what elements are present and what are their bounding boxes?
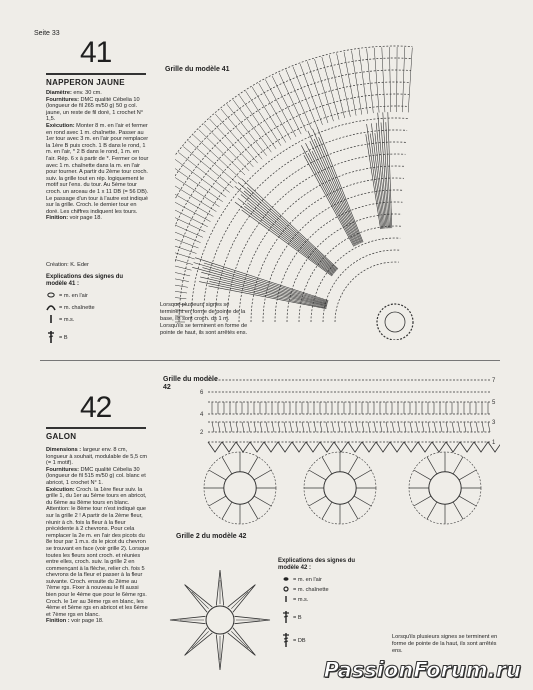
stitch-line (458, 422, 460, 432)
stitch-row (263, 190, 403, 322)
stitch-line (382, 47, 385, 112)
model-41-note: Lorsque plusieurs signes se terminent en forme de pointe de la base, ils sont croch. ds 1 m. Lorsqu'ils se terminent en forme de pointe de haut, ils sont arrêtés ens. (160, 302, 248, 336)
flower-petal (248, 502, 258, 519)
stitch-line (224, 422, 226, 432)
stitch-line (244, 191, 336, 271)
model-42-number: 42 (80, 391, 112, 424)
stitch-line (212, 422, 214, 432)
stitch-line (272, 76, 301, 134)
stitch-line (272, 422, 274, 432)
instruction-text: Monter 8 m. en l'air et fermer en rond avec 1 m. chaînette. Passer au 1er tour avec 3 m. en l'air pour remplacer la 1ère B puis croch. 1 B dans le rond, 1 m. en l'air, * 2 B dans le rond, 1 m. en l'air. Rép. 6 x à partir de *. Fermer ce tour avec 1 m. chaînette dans la m. en l'air pour tourner. A partir du 2ème tour croch. suiv. la grille tout en rép. logiquement le motif sur l'ens. du tour. Au 5ème tour croch. un arceau de 1 x 11 DB (= 56 DB). Le passage d'un tour à l'autre est indiqué sur la grille. Croch. le dernier tour en doré. Les chiffres indiquent les tours. (46, 122, 149, 215)
section-divider (40, 360, 500, 361)
instruction-paragraph (46, 97, 150, 123)
stitch-line (175, 184, 213, 217)
flower-petal (427, 457, 437, 474)
stitch-line (231, 592, 248, 609)
stitch-line (242, 179, 339, 269)
stitch-line (242, 210, 332, 276)
stitch-line (278, 422, 280, 432)
stitch-line (227, 104, 267, 155)
stitch-line (293, 67, 317, 127)
stitch-line (175, 262, 190, 276)
divider (46, 73, 146, 75)
stitch-line (476, 422, 478, 432)
stitch-line (398, 422, 400, 432)
stitch-line (175, 218, 201, 243)
legend-label: = m. chaînette (59, 305, 95, 311)
legend-label: = m. en l'air (293, 577, 322, 583)
double-crochet-icon (46, 330, 56, 346)
center-ring-inner (385, 312, 405, 332)
stitch-line (239, 95, 276, 149)
model-42-grid-title: Grille du modèle 42 (163, 376, 218, 391)
stitch-line (192, 267, 327, 304)
model-41-title: NAPPERON JAUNE (46, 78, 125, 87)
legend-42-tr (282, 632, 306, 650)
stitch-line (402, 47, 404, 112)
stitch-row (275, 202, 403, 322)
stitch-line (356, 422, 358, 432)
legend-42-slip (282, 586, 329, 594)
stitch-line (389, 47, 390, 112)
stitch-line (221, 109, 262, 159)
chain-stitch-icon (282, 576, 290, 584)
flower-petal (254, 470, 271, 480)
stitch-line (193, 135, 241, 179)
stitch-line (230, 422, 232, 432)
model-41-legend-title: Explications des signes du modèle 41 : (46, 274, 124, 287)
stitch-line (259, 83, 291, 139)
instruction-paragraph (46, 123, 150, 215)
stitch-line (302, 422, 304, 432)
chevron-edge (208, 442, 500, 452)
stitch-line (306, 143, 357, 245)
stitch-line (344, 422, 346, 432)
stitch-line (308, 153, 356, 246)
instruction-paragraph (46, 487, 150, 619)
single-crochet-icon (282, 595, 290, 605)
flower-center (429, 472, 461, 504)
legend-label: = m.s. (293, 597, 309, 603)
legend-label: = B (59, 335, 68, 341)
stitch-line (242, 422, 244, 432)
stitch-line (218, 422, 220, 432)
stitch-line (266, 422, 268, 432)
stitch-line (238, 182, 337, 270)
divider (46, 427, 146, 429)
instruction-paragraph (46, 215, 150, 222)
stitch-line (452, 422, 454, 432)
stitch-line (308, 131, 359, 244)
double-crochet-icon (282, 610, 290, 626)
stitch-line (231, 631, 248, 648)
flower-petal (459, 496, 476, 506)
stitch-line (314, 422, 316, 432)
model-41-crochet-diagram (175, 30, 475, 340)
legend-label: = DB (293, 638, 306, 644)
stitch-line (392, 422, 394, 432)
watermark: PassionForum.ru (323, 658, 521, 682)
flower-center (324, 472, 356, 504)
model-42-title: GALON (46, 432, 77, 441)
instruction-heading: Finition: (46, 215, 69, 222)
stitch-line (367, 49, 374, 114)
flower-petal (222, 502, 232, 519)
model-41-instructions (46, 90, 150, 222)
row-number: 1 (492, 440, 496, 446)
stitch-line (320, 422, 322, 432)
stitch-line (337, 53, 351, 117)
instruction-heading: Dimensions : (46, 447, 82, 453)
stitch-line (247, 187, 337, 269)
stitch-line (464, 422, 466, 432)
model-42-instructions (46, 447, 150, 625)
model-41-grid-title: Grille du modèle 41 (165, 66, 230, 73)
instruction-heading: Exécution: (46, 122, 75, 129)
stitch-line (233, 100, 271, 153)
stitch-line (386, 422, 388, 432)
stitch-line (482, 422, 484, 432)
stitch-line (326, 422, 328, 432)
stitch-line (329, 55, 345, 118)
legend-41-sc (46, 314, 74, 326)
single-crochet-icon (46, 314, 56, 326)
treble-crochet-icon (282, 632, 290, 650)
row-number: 5 (492, 400, 496, 406)
stitch-line (446, 422, 448, 432)
stitch-line (175, 225, 199, 248)
instruction-heading: Diamètre: (46, 90, 72, 96)
model-41-number: 41 (80, 36, 112, 69)
stitch-line (210, 119, 254, 167)
flower-petal (348, 502, 358, 519)
flower-petal (254, 496, 271, 506)
stitch-line (410, 422, 412, 432)
page-label: Seite 33 (34, 30, 60, 37)
legend-label: = m. chaînette (293, 587, 329, 593)
legend-label: = m.s. (59, 317, 75, 323)
stitch-line (313, 129, 362, 243)
flower-petal (453, 502, 463, 519)
legend-42-sc (282, 595, 308, 605)
stitch-line (374, 48, 379, 113)
instruction-text: voir page 18. (69, 618, 104, 625)
stitch-line (248, 422, 250, 432)
legend-label: = B (293, 615, 302, 621)
row-number: 6 (200, 390, 204, 396)
stitch-line (422, 422, 424, 432)
stitch-line (374, 422, 376, 432)
flower-petal (309, 496, 326, 506)
stitch-line (284, 422, 286, 432)
stitch-line (244, 206, 333, 274)
stitch-line (290, 422, 292, 432)
flower-petal (322, 457, 332, 474)
instruction-text: largeur env. 8 cm, longueur à souhait, modulable de 5,5 cm (= 1 motif). (46, 447, 148, 467)
instruction-heading: Finition : (46, 618, 70, 625)
flower-petal (414, 496, 431, 506)
stitch-line (338, 422, 340, 432)
model-42-legend-title: Explications des signes du modèle 42 : (278, 558, 356, 571)
stitch-line (238, 198, 334, 273)
slip-stitch-icon (282, 586, 290, 594)
stitch-line (192, 592, 209, 609)
flower-petal (348, 457, 358, 474)
model-42-crochet-diagram (200, 370, 500, 530)
instruction-heading: Fournitures: (46, 466, 79, 473)
stitch-line (344, 52, 356, 116)
stitch-line (362, 422, 364, 432)
stitch-line (380, 422, 382, 432)
instruction-text: Croch. la 1ère fleur suiv. la grille 1, du 1er au 5ème tours en abricot, du 6ème au 8ème tours en blanc. Attention: le 8ème tour n'est indiqué que sur la grille 2 ! A partir de la 2ème fleur, réunir à ch. fois la fleur à la fleur précédente à 2 chevrons. Pour cela remplacer la 2e m. en l'air des picots du 8e tour par 1 m.s. ds le picot du chevron se trouvant en face (voir grille 2). Lorsque toutes les fleurs sont croch. et réunies entre elles, croch. suiv. la grille 2 en commençant à la flèche, relier ch. fois 5 chevrons de la fleur et passer à la fleur suivante. Croch. ensuite du 2ème au 7ème rgs. Fixer à nouveau le fil aussi bien pour le 4ème que pour le 6ème rgs. Croch. le 1er au 3ème rgs en blanc, les 4ème et 5ème rgs en abricot et les 6ème et 7ème rgs en blanc. (46, 486, 150, 618)
stitch-line (428, 422, 430, 432)
stitch-line (359, 49, 368, 113)
stitch-row (299, 226, 401, 322)
instruction-heading: Exécution: (46, 486, 75, 493)
stitch-line (397, 47, 398, 112)
instruction-text: DMC qualité Cébelia 30 (longueur de fil 515 m/50 g) col. blanc et abricot, 1 crochet N° 1. (46, 466, 146, 486)
stitch-line (404, 422, 406, 432)
row-number: 4 (200, 412, 204, 418)
flower-petal (248, 457, 258, 474)
stitch-line (235, 202, 333, 275)
legend-label: = m. en l'air (59, 293, 88, 299)
flower-petal (209, 470, 226, 480)
center-ring (377, 304, 413, 340)
instruction-text: env. 30 cm. (71, 90, 102, 96)
stitch-line (368, 422, 370, 432)
stitch-row (323, 250, 400, 322)
instruction-paragraph (46, 618, 150, 625)
stitch-line (260, 422, 262, 432)
stitch-line (199, 130, 245, 176)
stitch-line (434, 422, 436, 432)
model-41-credit: Création: K. Eder (46, 262, 89, 268)
stitch-line (175, 197, 208, 227)
legend-42-chain (282, 576, 322, 584)
stitch-line (279, 73, 306, 132)
instruction-text: DMC qualité Cébelia 10 (longueur de fil 265 m/50 g) 50 g col. jaune, un reste de fil doré, 1 crochet N° 1,5. (46, 96, 144, 123)
instruction-heading: Fournitures: (46, 96, 79, 103)
stitch-line (488, 422, 490, 432)
flower-petal (209, 496, 226, 506)
model-42-note: Lorsqu'ils plusieurs signes se terminent en forme de pointe de la haut, ils sont arrêtés ens. (392, 634, 498, 654)
legend-42-dc (282, 610, 302, 626)
stitch-line (183, 147, 233, 189)
stitch-row (287, 214, 402, 322)
stitch-line (440, 422, 442, 432)
stitch-line (332, 422, 334, 432)
model-42-grid2-diagram (165, 542, 275, 682)
flower-center (224, 472, 256, 504)
slip-stitch-icon (46, 303, 56, 313)
flower-petal (222, 457, 232, 474)
stitch-line (310, 141, 359, 244)
instruction-paragraph (46, 90, 150, 97)
stitch-line (204, 124, 249, 171)
flower-petal (354, 496, 371, 506)
instruction-text: voir page 18. (68, 215, 102, 222)
flower-center (206, 606, 234, 634)
flower-petal (414, 470, 431, 480)
stitch-line (203, 268, 328, 303)
legend-41-chain (46, 292, 88, 300)
stitch-line (188, 141, 237, 184)
flower-petal (309, 470, 326, 480)
row-number: 3 (492, 420, 496, 426)
stitch-line (215, 114, 258, 163)
flower-petal (427, 502, 437, 519)
stitch-line (179, 152, 230, 192)
row-number: 2 (200, 430, 204, 436)
flower-petal (322, 502, 332, 519)
stitch-line (192, 631, 209, 648)
stitch-line (195, 258, 328, 301)
stitch-line (470, 422, 472, 432)
flower-petal (459, 470, 476, 480)
stitch-line (175, 277, 188, 288)
stitch-line (236, 422, 238, 432)
flower-petal (453, 457, 463, 474)
stitch-line (416, 422, 418, 432)
stitch-line (254, 422, 256, 432)
stitch-line (252, 87, 286, 143)
legend-41-dc (46, 330, 68, 346)
instruction-paragraph (46, 447, 150, 467)
legend-41-slip (46, 303, 95, 313)
model-42-grid2-title: Grille 2 du modèle 42 (176, 533, 247, 540)
stitch-line (296, 422, 298, 432)
stitch-line (286, 70, 312, 130)
row-number: 7 (492, 378, 496, 384)
stitch-line (175, 171, 220, 207)
stitch-line (308, 422, 310, 432)
chain-stitch-icon (46, 292, 56, 300)
stitch-line (350, 422, 352, 432)
instruction-paragraph (46, 467, 150, 487)
flower-petal (354, 470, 371, 480)
stitch-line (241, 195, 335, 273)
stitch-line (408, 48, 412, 113)
stitch-row (335, 262, 399, 322)
